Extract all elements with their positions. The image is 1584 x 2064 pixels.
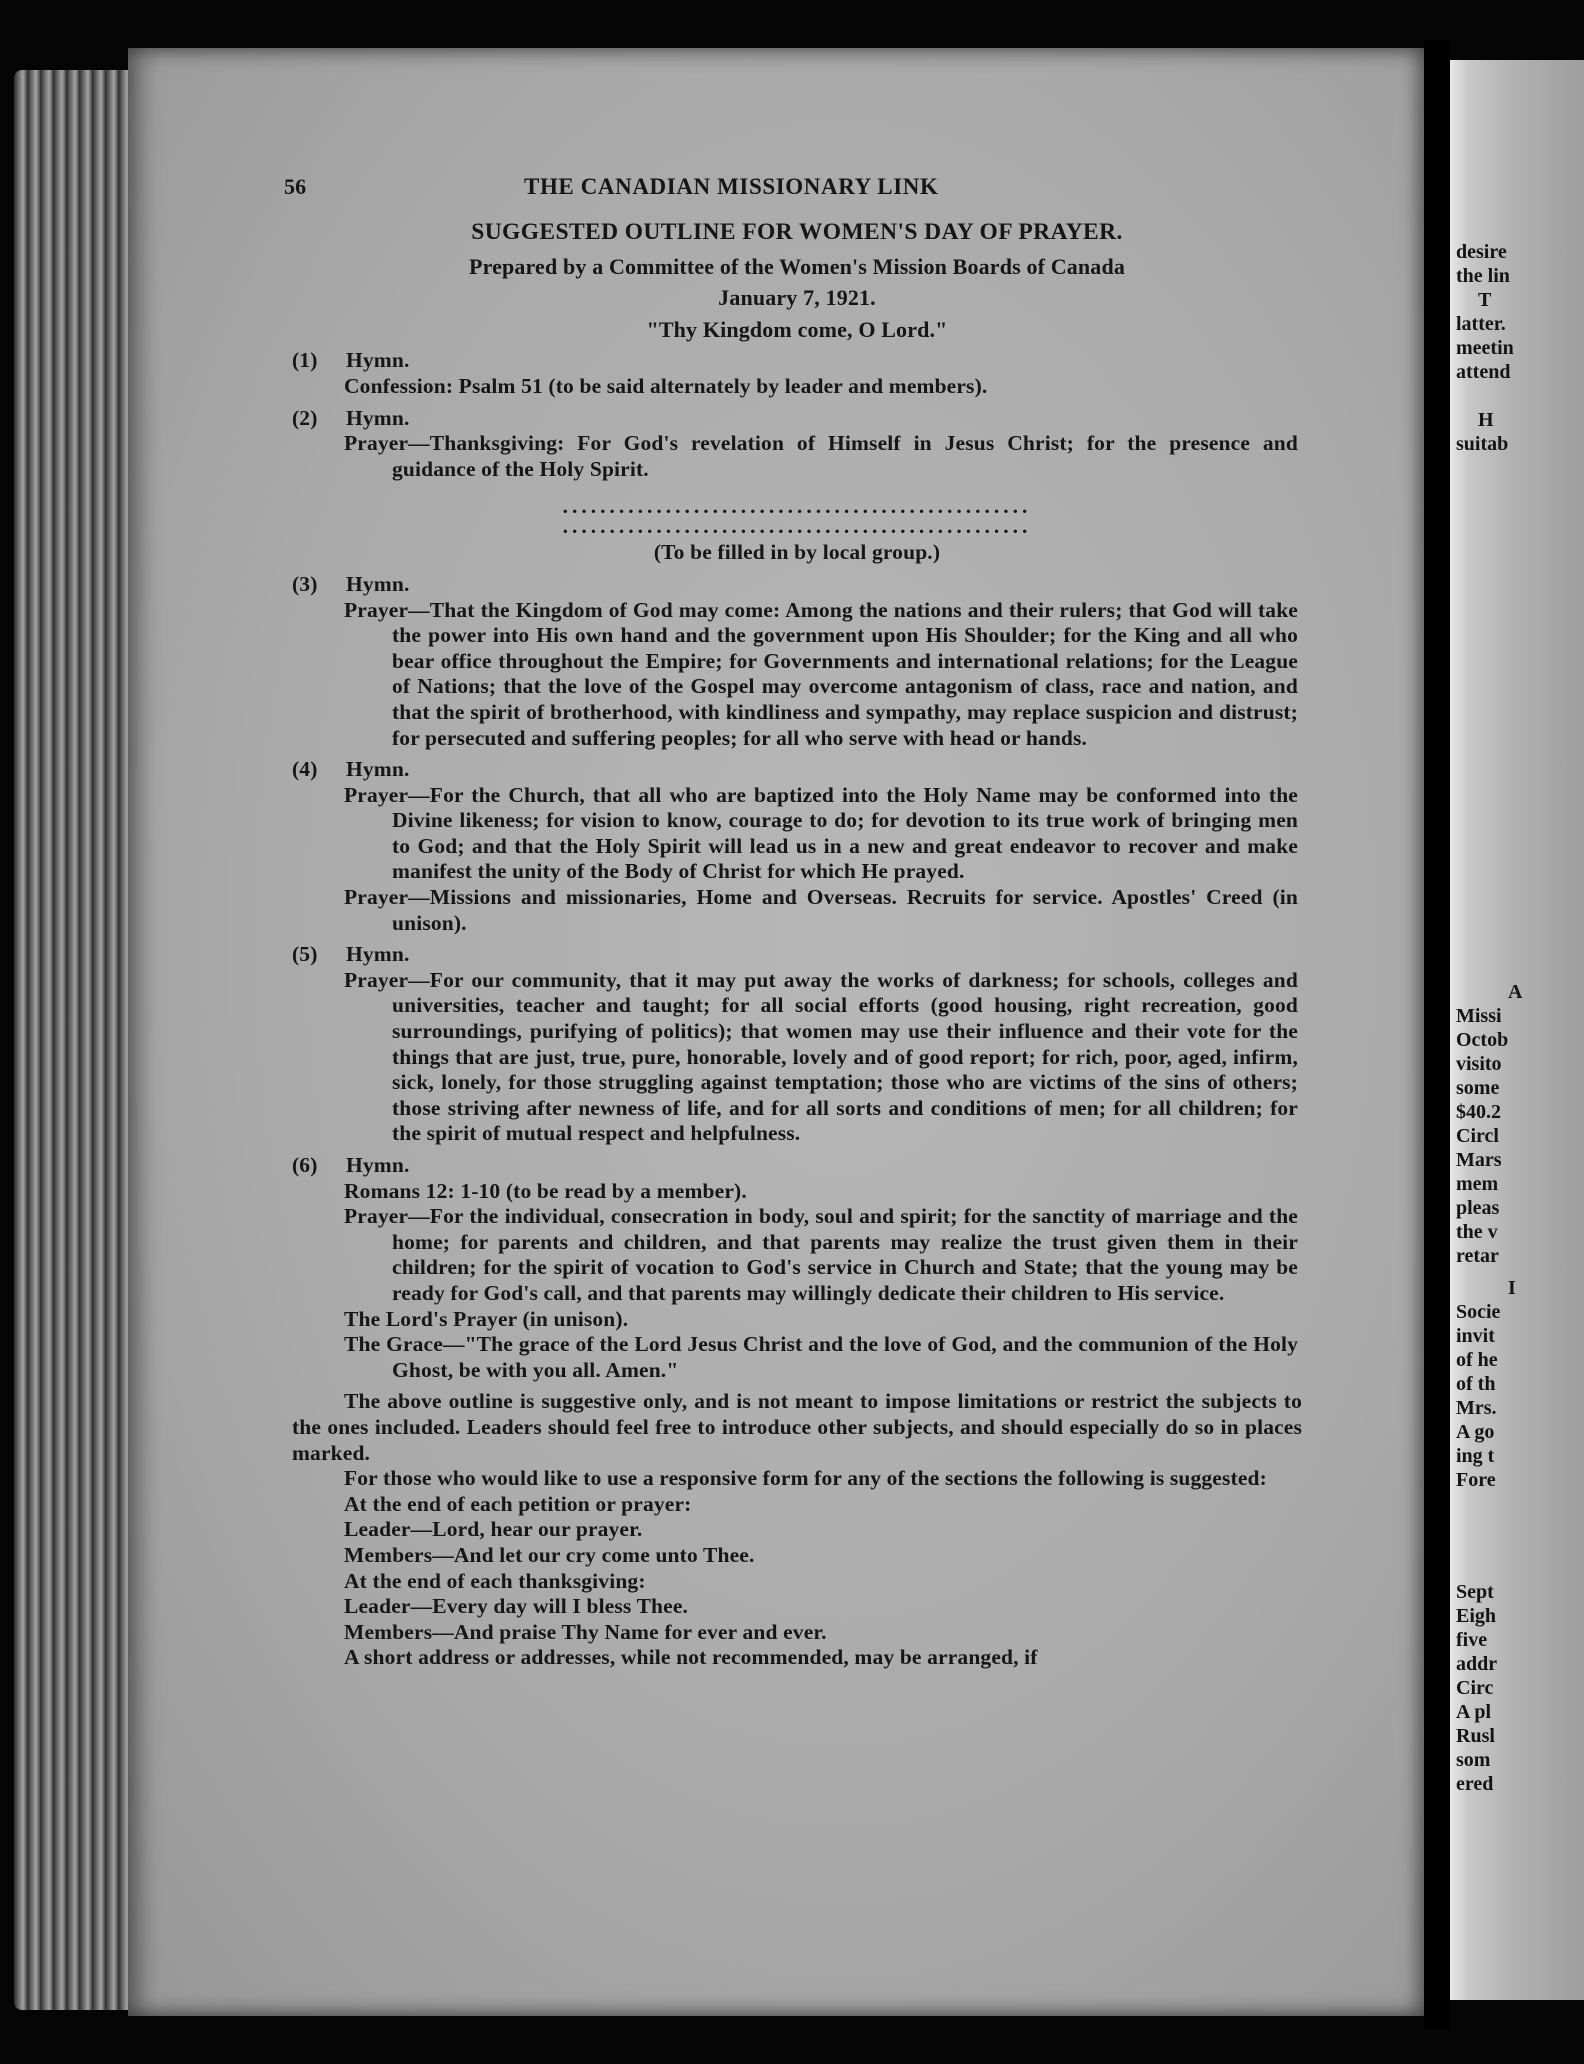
section-4-heading	[292, 757, 1302, 783]
section-number: (4)	[292, 757, 318, 782]
journal-title: THE CANADIAN MISSIONARY LINK	[524, 174, 939, 199]
right-page-line: Circl	[1456, 1125, 1499, 1147]
right-page-line: Mrs.	[1456, 1397, 1497, 1419]
hymn-label: Hymn.	[346, 348, 410, 373]
right-page-line: addr	[1456, 1653, 1498, 1675]
right-page-line: Eigh	[1456, 1605, 1497, 1627]
right-page-line: Circ	[1456, 1677, 1494, 1699]
section-3-heading	[292, 572, 1302, 598]
section-6-heading	[292, 1153, 1302, 1179]
right-page-line: of th	[1456, 1373, 1496, 1395]
responsive-line: At the end of each petition or prayer:	[344, 1491, 692, 1516]
right-page-line: Rusl	[1456, 1725, 1495, 1747]
church-prayer: Prayer—For the Church, that all who are baptized into the Holy Name may be conformed into the Divine likeness; for vision to know, courage to do; for devotion to its true work of bringing men to God; and that the Holy Spirit will lead us in a new and great endeavor to recover and make manifest the unity of the Body of Christ for which He prayed.	[344, 782, 1298, 884]
right-page-line: A pl	[1456, 1701, 1492, 1723]
right-page-line: $40.2	[1456, 1101, 1501, 1123]
right-page-line: ing t	[1456, 1445, 1495, 1467]
section-number: (6)	[292, 1153, 318, 1177]
right-page-line: meetin	[1456, 337, 1514, 359]
fill-in-dots: ..................................................	[562, 514, 1032, 539]
right-page-line: Fore	[1456, 1469, 1496, 1491]
right-page-line: invit	[1456, 1325, 1495, 1347]
hymn-label: Hymn.	[346, 942, 410, 967]
right-page-line: ered	[1456, 1773, 1494, 1795]
right-page-line: A	[1508, 981, 1523, 1003]
community-prayer: Prayer—For our community, that it may put away the works of darkness; for schools, colleges and universities, teacher and taught; for all social efforts (good housing, right recreation, good surroundings, purifying of politics); that women may use their influence and their vote for the things that are just, true, pure, honorable, lovely and of good report; for rich, poor, aged, infirm, sick, lonely, for those struggling against temptation; those who are victims of the sins of others; those striving after newness of life, and for all sorts and conditions of men; for all children; for the spirit of mutual respect and helpfulness.	[344, 967, 1298, 1146]
hymn-label: Hymn.	[346, 757, 410, 782]
right-page-line: Missi	[1456, 1005, 1502, 1027]
section-1	[292, 348, 1302, 399]
closing-paragraph-3: A short address or addresses, while not recommended, may be arranged, if	[344, 1645, 1038, 1670]
section-6	[292, 1153, 1302, 1383]
responsive-line: Members—And let our cry come unto Thee.	[344, 1542, 755, 1567]
responsive-line: At the end of each thanksgiving:	[344, 1568, 646, 1593]
confession-line: Confession: Psalm 51 (to be said alternately by leader and members).	[344, 373, 988, 398]
right-page-fragment	[1450, 60, 1584, 2000]
right-page-line: attend	[1456, 361, 1511, 383]
right-page-line: A go	[1456, 1421, 1495, 1443]
closing-paragraph-1: The above outline is suggestive only, and is not meant to impose limitations or restrict the subjects to the ones included. Leaders should feel free to introduce other subjects, and should especially do so in places marked.	[292, 1389, 1302, 1465]
right-page-line: som	[1456, 1749, 1491, 1771]
right-page-line: Sept	[1456, 1581, 1494, 1603]
closing-paragraph-2: For those who would like to use a responsive form for any of the sections the following is suggested:	[344, 1466, 1267, 1491]
right-page-line: five	[1456, 1629, 1488, 1651]
book-gutter	[1424, 40, 1450, 2030]
right-page-line: of he	[1456, 1349, 1498, 1371]
thanksgiving-prayer: Prayer—Thanksgiving: For God's revelation of Himself in Jesus Christ; for the presence and guidance of the Holy Spirit.	[344, 431, 1298, 481]
page-number: 56	[284, 174, 307, 199]
closing-notes	[292, 1389, 1302, 1671]
section-1-heading	[292, 348, 1302, 374]
right-page-line: Mars	[1456, 1149, 1502, 1171]
right-page-line: T	[1478, 289, 1492, 311]
individual-prayer: Prayer—For the individual, consecration in body, soul and spirit; for the sanctity of marriage and the home; for parents and children, and that parents may realize the trust given them in their children; for the spirit of vocation to God's service in Church and State; that the young may be ready for God's call, and that parents may willingly dedicate their children to His service.	[344, 1204, 1298, 1305]
section-5-heading	[292, 942, 1302, 968]
missions-prayer: Prayer—Missions and missionaries, Home and Overseas. Recruits for service. Apostles' Creed (in unison).	[344, 885, 1298, 935]
right-page-line: suitab	[1456, 433, 1509, 455]
running-head	[284, 168, 1302, 208]
right-page-line: visito	[1456, 1053, 1502, 1075]
right-page-line: latter.	[1456, 313, 1506, 335]
section-2	[292, 406, 1302, 566]
article-motto: "Thy Kingdom come, O Lord."	[646, 316, 948, 342]
hymn-label: Hymn.	[346, 1153, 410, 1177]
section-number: (1)	[292, 348, 318, 373]
article-subtitle: Prepared by a Committee of the Women's Mission Boards of Canada	[468, 253, 1125, 279]
right-page-line: desire	[1456, 241, 1507, 263]
article-title: SUGGESTED OUTLINE FOR WOMEN'S DAY OF PRAYER.	[471, 219, 1123, 245]
section-5	[292, 942, 1302, 1147]
right-page-line: the lin	[1456, 265, 1510, 287]
hymn-label: Hymn.	[346, 405, 410, 430]
right-page-line: Socie	[1456, 1301, 1501, 1323]
fill-in-dots: ..................................................	[562, 494, 1032, 519]
local-group-note: (To be filled in by local group.)	[653, 540, 941, 565]
grace: The Grace—"The grace of the Lord Jesus Christ and the love of God, and the communion of the Holy Ghost, be with you all. Amen."	[344, 1332, 1298, 1382]
right-page-line: mem	[1456, 1173, 1499, 1195]
responsive-line: Leader—Every day will I bless Thee.	[344, 1594, 689, 1619]
section-2-heading	[292, 406, 1302, 432]
right-page-line: retar	[1456, 1245, 1499, 1267]
right-page-line: H	[1478, 409, 1494, 431]
right-page-line: some	[1456, 1077, 1500, 1099]
section-4	[292, 757, 1302, 936]
hymn-label: Hymn.	[346, 571, 410, 596]
responsive-line: Leader—Lord, hear our prayer.	[344, 1517, 643, 1542]
page-content	[284, 168, 1302, 1671]
section-number: (3)	[292, 571, 318, 596]
scripture-reading: Romans 12: 1-10 (to be read by a member).	[344, 1178, 747, 1203]
kingdom-prayer: Prayer—That the Kingdom of God may come: Among the nations and their rulers; that God will take the power into His own hand and the government upon His Shoulder; for the King and all who bear office throughout the Empire; for Governments and international relations; for the League of Nations; that the love of the Gospel may overcome antagonism of class, race and nation, and that the spirit of brotherhood, with kindliness and sympathy, may replace suspicion and distrust; for persecuted and suffering peoples; for all who serve with head or hands.	[344, 597, 1298, 750]
responsive-line: Members—And praise Thy Name for ever and ever.	[344, 1619, 827, 1644]
right-page-line: pleas	[1456, 1197, 1500, 1219]
section-3	[292, 572, 1302, 751]
article-date: January 7, 1921.	[718, 285, 876, 311]
right-page-line: I	[1508, 1277, 1516, 1299]
section-number: (2)	[292, 405, 318, 430]
right-page-line: Octob	[1456, 1029, 1509, 1051]
section-number: (5)	[292, 942, 318, 967]
lords-prayer: The Lord's Prayer (in unison).	[344, 1306, 629, 1331]
right-page-line: the v	[1456, 1221, 1498, 1243]
